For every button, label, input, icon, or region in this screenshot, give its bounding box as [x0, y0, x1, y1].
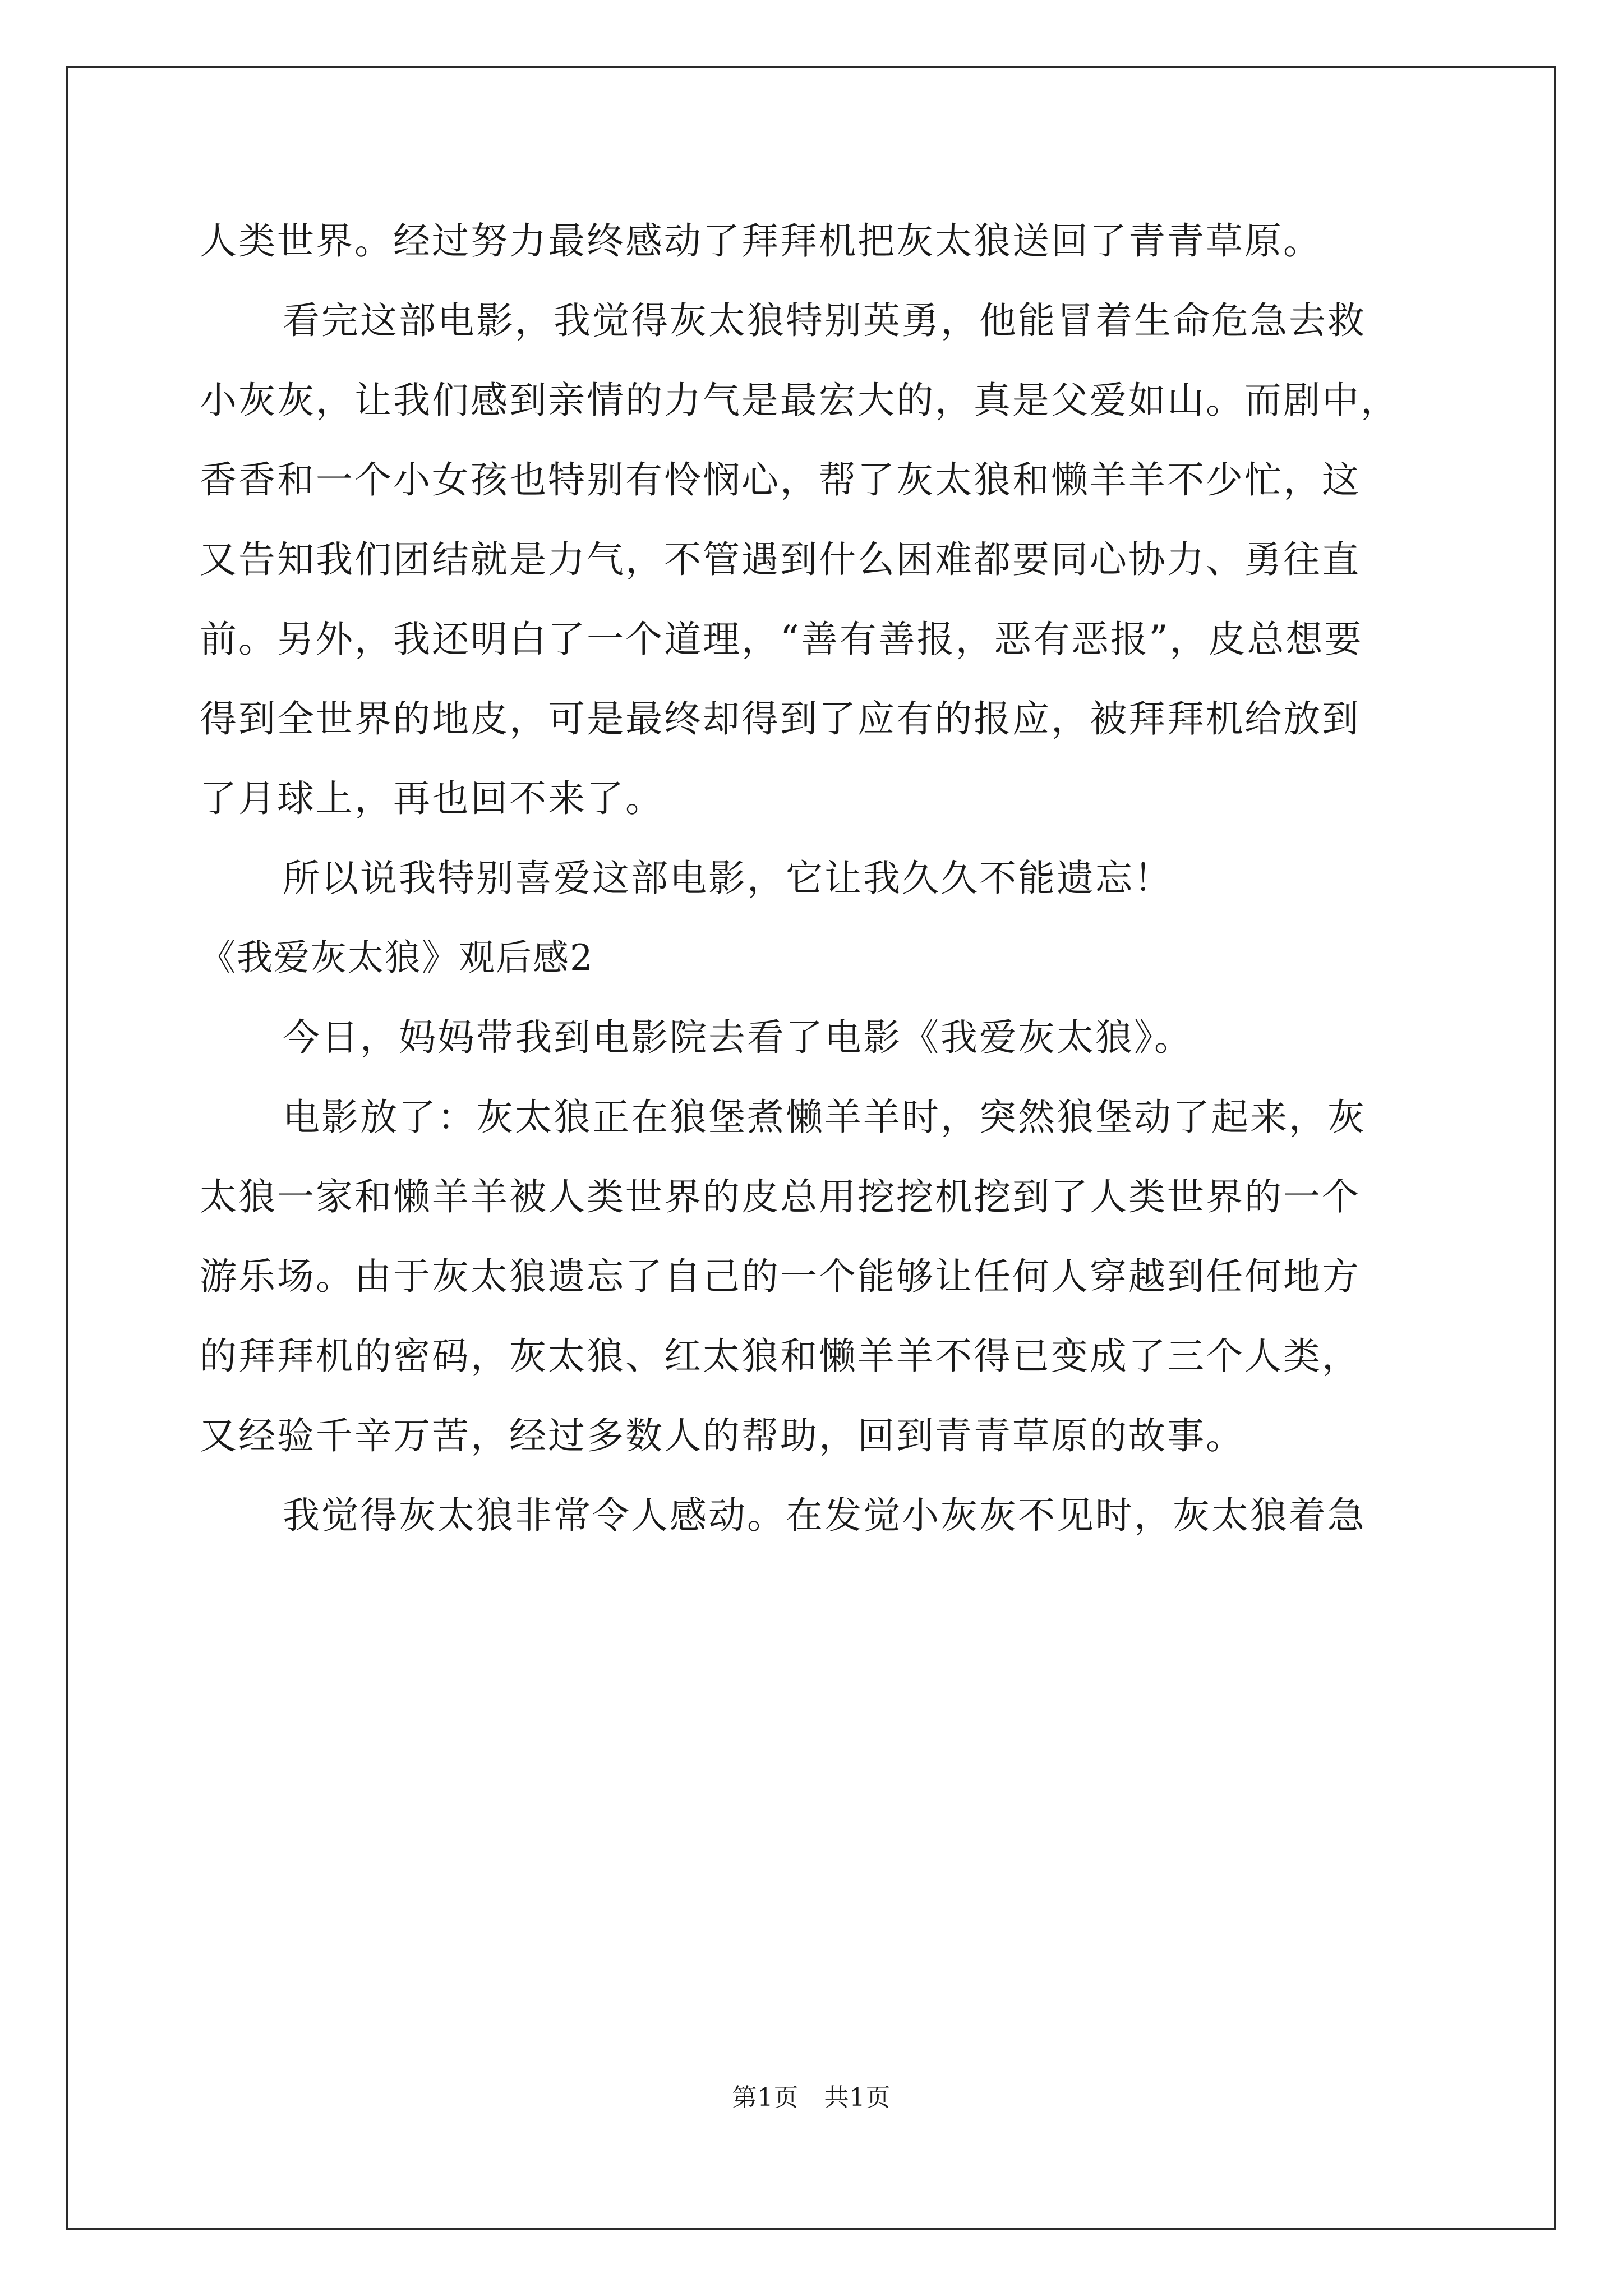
paragraph-line: 我觉得灰太狼非常令人感动。在发觉小灰灰不见时，灰太狼着急: [283, 1494, 1366, 1537]
paragraph-line: 前。另外，我还明白了一个道理，“善有善报，恶有恶报”，皮总想要: [200, 618, 1363, 661]
paragraph-line: 太狼一家和懒羊羊被人类世界的皮总用挖挖机挖到了人类世界的一个: [200, 1175, 1361, 1218]
page-footer: 第1页 共1页: [732, 2083, 891, 2112]
paragraph-line: 香香和一个小女孩也特别有怜悯心，帮了灰太狼和懒羊羊不少忙，这: [200, 458, 1361, 501]
paragraph-line: 得到全世界的地皮，可是最终却得到了应有的报应，被拜拜机给放到: [200, 697, 1361, 740]
paragraph-line: 看完这部电影，我觉得灰太狼特别英勇，他能冒着生命危急去救: [283, 299, 1366, 342]
paragraph-line: 电影放了：灰太狼正在狼堡煮懒羊羊时，突然狼堡动了起来，灰: [283, 1096, 1366, 1139]
section-heading: 《我爱灰太狼》观后感2: [200, 937, 594, 979]
paragraph-line: 小灰灰，让我们感到亲情的力气是最宏大的，真是父爱如山。而剧中，: [200, 379, 1399, 422]
paragraph-line: 又经验千辛万苦，经过多数人的帮助，回到青青草原的故事。: [200, 1414, 1244, 1457]
paragraph-line: 所以说我特别喜爱这部电影，它让我久久不能遗忘！: [283, 857, 1173, 900]
paragraph-line: 了月球上，再也回不来了。: [200, 777, 664, 820]
paragraph-line: 又告知我们团结就是力气，不管遇到什么困难都要同心协力、勇往直: [200, 538, 1361, 581]
paragraph-line: 游乐场。由于灰太狼遗忘了自己的一个能够让任何人穿越到任何地方: [200, 1255, 1361, 1298]
paragraph-line: 的拜拜机的密码，灰太狼、红太狼和懒羊羊不得已变成了三个人类，: [200, 1335, 1361, 1378]
paragraph-line: 人类世界。经过努力最终感动了拜拜机把灰太狼送回了青青草原。: [200, 219, 1322, 263]
paragraph-line: 今日，妈妈带我到电影院去看了电影《我爱灰太狼》。: [283, 1016, 1193, 1059]
